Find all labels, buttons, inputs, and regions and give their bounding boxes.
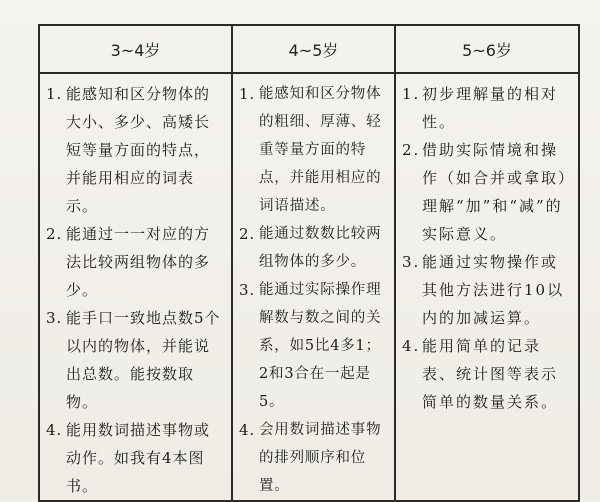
list-item: [402, 136, 572, 248]
item-text: 能通过实际操作理解数与数之间的关系，如5比4多1；2和3合在一起是5。: [259, 282, 382, 410]
item-number: 2.: [402, 141, 421, 159]
item-text: 能通过实物操作或其他方法进行10以内的加减运算。: [422, 253, 565, 327]
item-text: 能通过数数比较两组物体的多少。: [259, 226, 382, 270]
list-item: [46, 304, 225, 416]
content-row: [39, 73, 579, 501]
item-text: 能通过一一对应的方法比较两组物体的多少。: [66, 225, 211, 299]
list-item: [402, 80, 572, 136]
item-number: 1.: [46, 85, 63, 103]
item-text: 初步理解量的相对性。: [422, 85, 559, 131]
item-text: 借助实际情境和操作（如合并或拿取）理解“加”和“减”的实际意义。: [422, 141, 568, 243]
item-number: 4.: [239, 421, 255, 439]
list-item: [402, 332, 572, 416]
item-number: 4.: [46, 421, 63, 439]
column-age-4-5: [232, 73, 395, 501]
header-row: [39, 25, 579, 73]
item-number: 2.: [46, 225, 63, 243]
item-text: 能用简单的记录表、统计图等表示简单的数量关系。: [422, 337, 559, 411]
header-age-3-4: 3~4岁: [39, 25, 232, 73]
item-number: 3.: [46, 309, 63, 327]
item-number: 1.: [402, 85, 421, 103]
list-item: [46, 416, 225, 500]
list-item: [46, 220, 225, 304]
item-text: 能感知和区分物体的粗细、厚薄、轻重等量方面的特点，并能用相应的词语描述。: [259, 86, 382, 214]
header-age-4-5: 4~5岁: [232, 25, 395, 73]
item-text: 能感知和区分物体的大小、多少、高矮长短等量方面的特点，并能用相应的词表示。: [66, 85, 211, 215]
list-item: [46, 80, 225, 220]
item-text: 能手口一致地点数5个以内的物体，并能说出总数。能按数取物。: [66, 309, 221, 411]
column-age-3-4: [39, 73, 232, 501]
item-number: 1.: [239, 85, 255, 103]
age-goals-table: [38, 24, 580, 502]
item-number: 3.: [402, 253, 421, 271]
header-age-5-6: 5~6岁: [395, 25, 579, 73]
column-age-5-6: [395, 73, 579, 501]
list-item: [402, 248, 572, 332]
list-item: [239, 220, 388, 276]
list-item: [239, 80, 388, 220]
item-number: 3.: [239, 281, 255, 299]
list-item: [239, 416, 388, 500]
item-text: 能用数词描述事物或动作。如我有4本图书。: [66, 421, 211, 495]
list-item: [239, 276, 388, 416]
item-number: 2.: [239, 225, 255, 243]
item-number: 4.: [402, 337, 421, 355]
item-text: 会用数词描述事物的排列顺序和位置。: [259, 422, 382, 494]
